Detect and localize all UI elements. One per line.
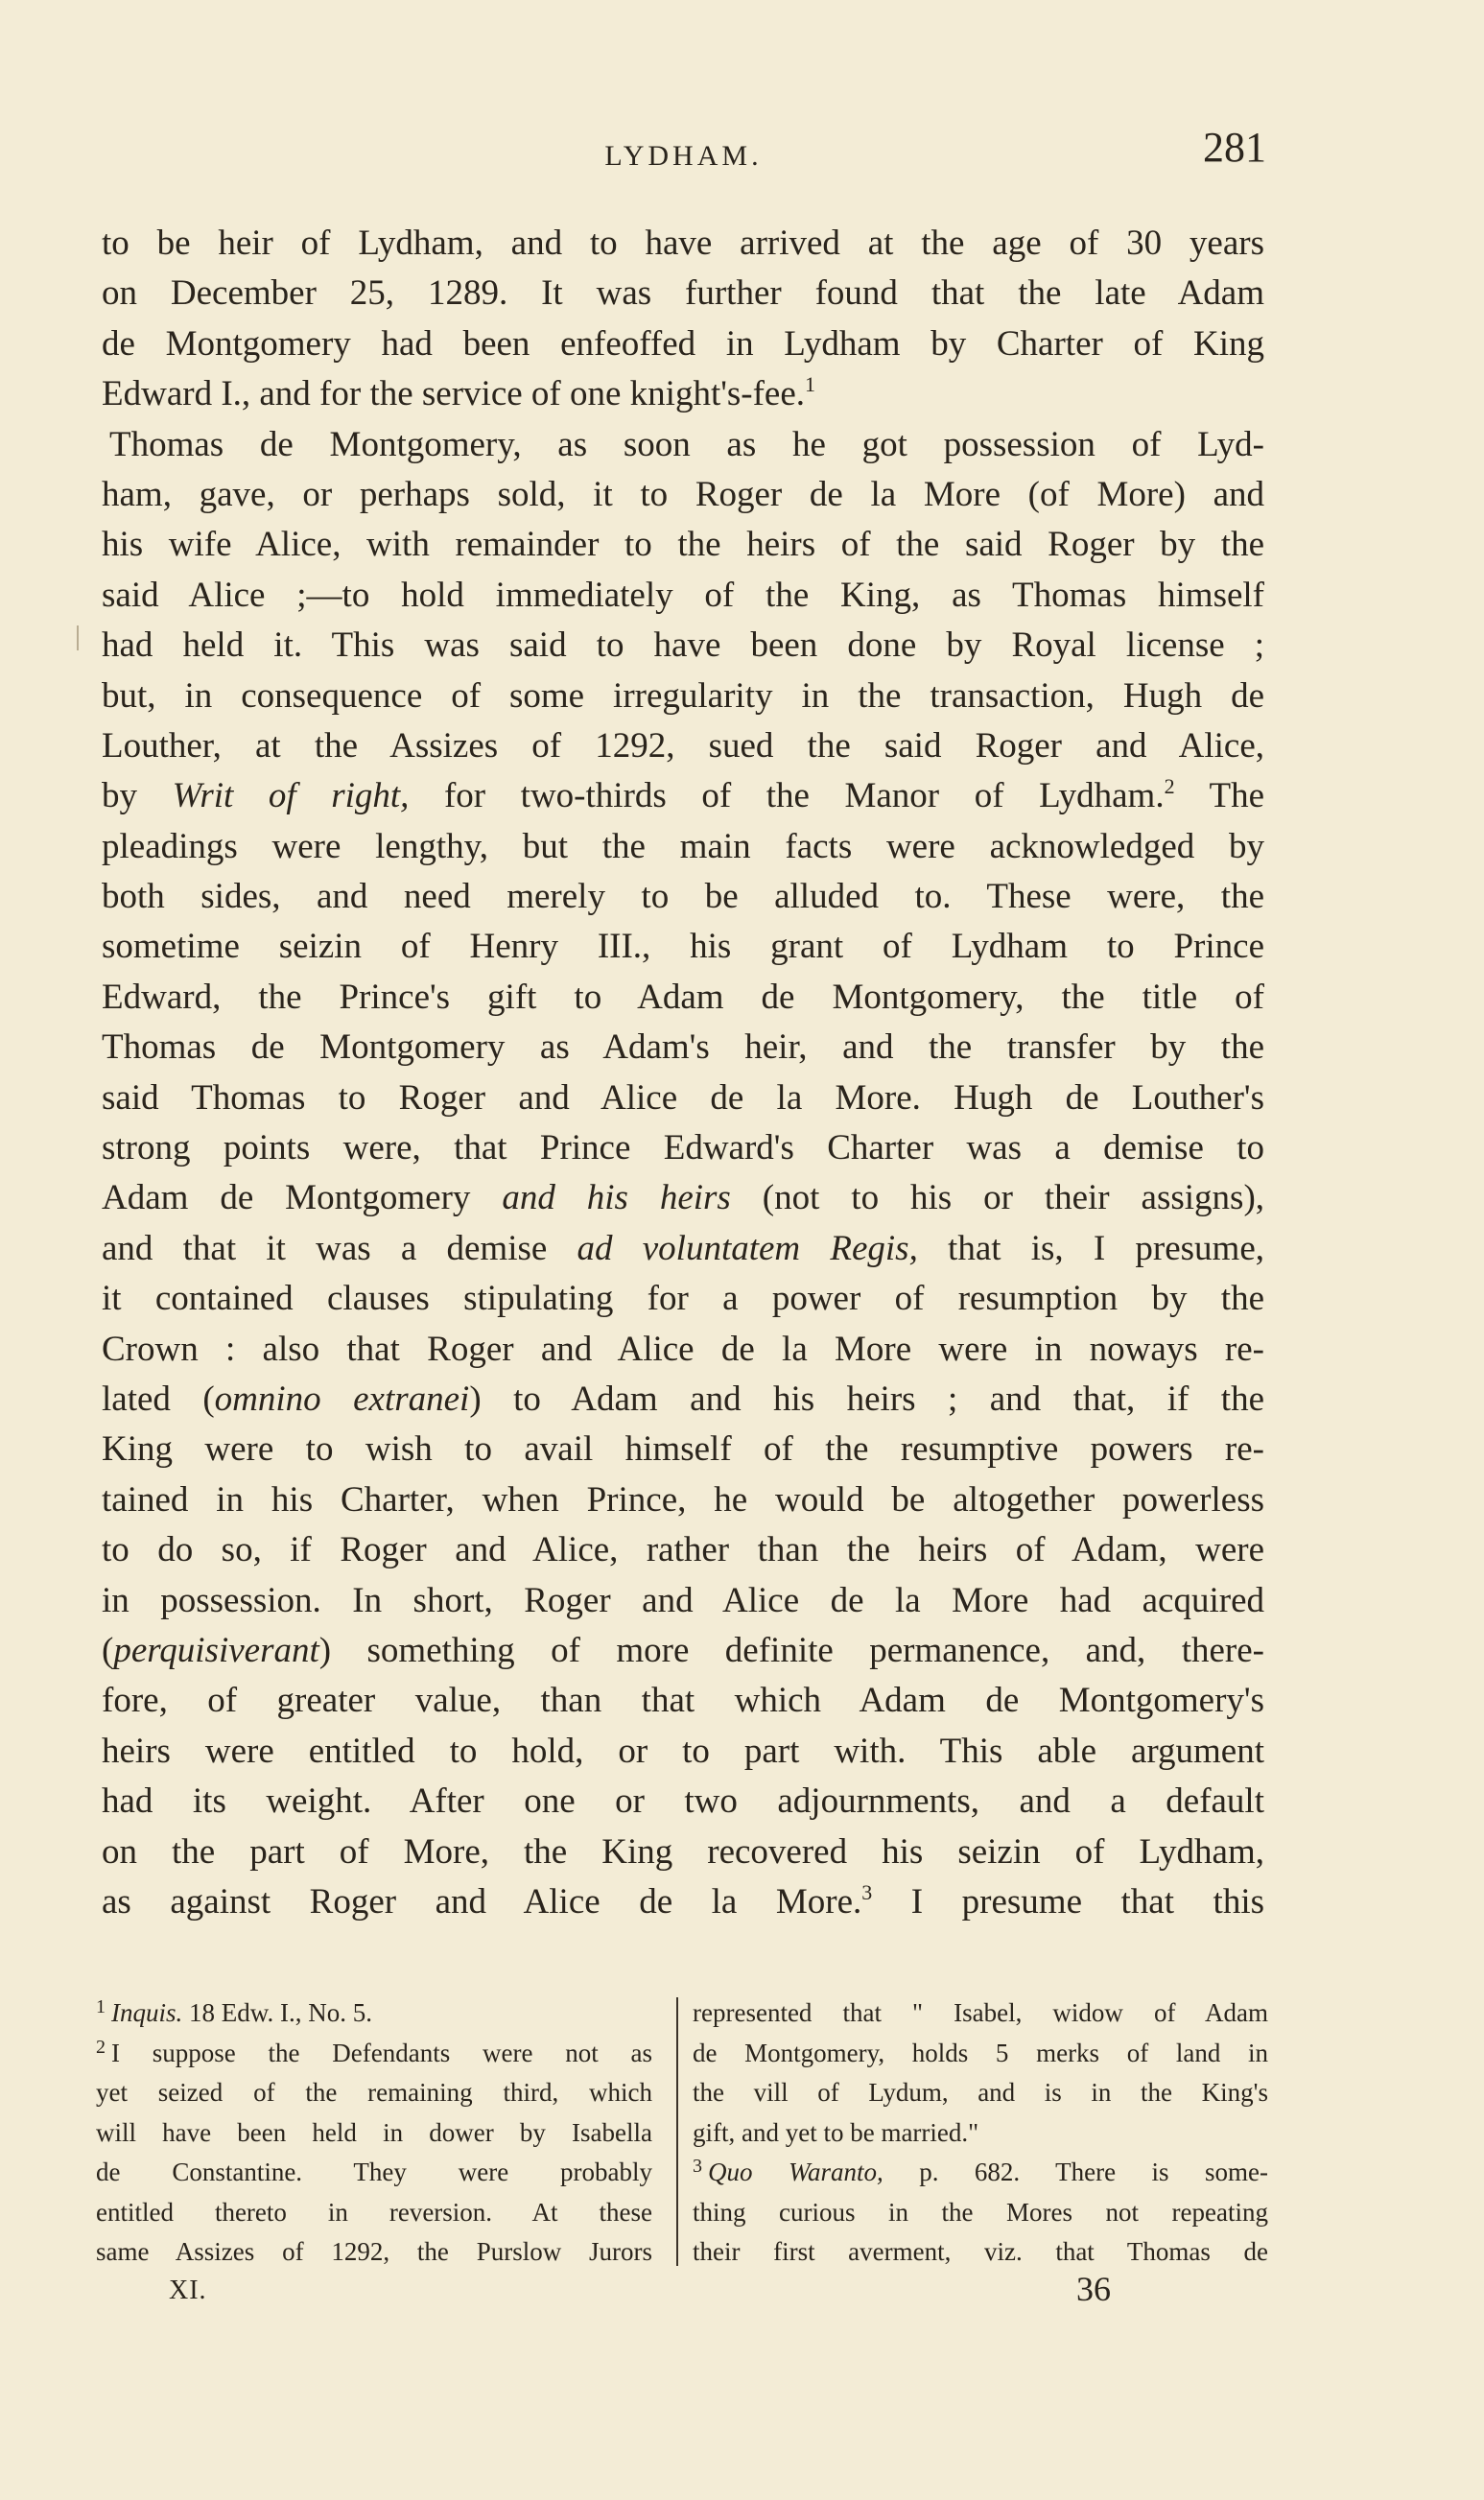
text-line bbox=[102, 1173, 1264, 1223]
footnote-reference: 2 bbox=[1164, 774, 1175, 799]
footnote-reference: 3 bbox=[861, 1879, 873, 1904]
text-run: entitled thereto in reversion. At these bbox=[96, 2197, 652, 2227]
footnote-line bbox=[96, 2073, 652, 2113]
text-run: same Assizes of 1292, the Purslow Jurors bbox=[96, 2237, 652, 2266]
text-run: the vill of Lydum, and is in the King's bbox=[693, 2078, 1268, 2107]
text-run: on December 25, 1289. It was further found that the late Adam bbox=[102, 273, 1264, 314]
margin-mark bbox=[77, 625, 79, 650]
text-run: de Montgomery had been enfeoffed in Lydham by Charter of King bbox=[102, 323, 1264, 364]
signature-mark: XI. bbox=[169, 2276, 207, 2305]
text-run: and that it was a demise bbox=[102, 1228, 577, 1268]
text-run: Thomas de Montgomery as Adam's heir, and the transfer by the bbox=[102, 1027, 1264, 1068]
footnote-line bbox=[96, 2232, 652, 2273]
folio-number: 36 bbox=[1076, 2270, 1111, 2308]
text-line bbox=[102, 1828, 1264, 1877]
text-line bbox=[102, 420, 1264, 470]
text-run: that is, I presume, bbox=[917, 1228, 1265, 1268]
text-run: for two-thirds of the Manor of Lydham. bbox=[409, 776, 1165, 816]
text-run: Adam de Montgomery bbox=[102, 1178, 503, 1218]
footnotes-right-column bbox=[693, 1993, 1268, 2273]
text-line bbox=[102, 571, 1264, 621]
italic-text: and his heirs bbox=[502, 1178, 731, 1218]
text-run: on the part of More, the King recovered his seizin of Lydham, bbox=[102, 1831, 1264, 1872]
text-line bbox=[102, 1123, 1264, 1173]
text-run: his wife Alice, with remainder to the heirs of the said Roger by the bbox=[102, 525, 1264, 565]
text-run: The bbox=[1174, 776, 1265, 816]
text-line bbox=[102, 1425, 1264, 1474]
text-run: I presume that this bbox=[872, 1881, 1265, 1922]
text-line bbox=[102, 269, 1264, 318]
text-line bbox=[102, 1576, 1264, 1626]
text-run: will have been held in dower by Isabella bbox=[96, 2117, 652, 2147]
text-run: heirs were entitled to hold, or to part with. This able argument bbox=[102, 1731, 1264, 1771]
text-line bbox=[102, 621, 1264, 671]
italic-text: Quo Waranto, bbox=[708, 2158, 883, 2186]
text-run: Edward I., and for the service of one knight's-fee. bbox=[102, 374, 806, 414]
footnote-line bbox=[693, 1993, 1268, 2034]
text-run: 18 Edw. I., No. 5. bbox=[182, 1998, 372, 2027]
text-run: Thomas de Montgomery, as soon as he got possession of Lyd- bbox=[109, 424, 1264, 464]
text-line bbox=[102, 1073, 1264, 1123]
text-line bbox=[102, 672, 1264, 721]
text-run: to be heir of Lydham, and to have arrived at the age of 30 years bbox=[102, 224, 1264, 263]
text-run: fore, of greater value, than that which Adam de Montgomery's bbox=[102, 1681, 1264, 1721]
text-run: both sides, and need merely to be alluded to. These were, the bbox=[102, 877, 1264, 917]
footnote-number: 2 bbox=[96, 2036, 106, 2058]
text-line bbox=[102, 1525, 1264, 1575]
text-run: said Thomas to Roger and Alice de la More. Hugh de Louther's bbox=[102, 1077, 1264, 1118]
text-line bbox=[102, 922, 1264, 972]
text-run: pleadings were lengthy, but the main facts were acknowledged by bbox=[102, 826, 1264, 866]
text-run: by bbox=[102, 776, 173, 816]
text-run: had its weight. After one or two adjournments, and a default bbox=[102, 1781, 1264, 1822]
footnote-number: 3 bbox=[693, 2156, 702, 2177]
text-run: in possession. In short, Roger and Alice de la More had acquired bbox=[102, 1580, 1264, 1620]
footnote-line bbox=[96, 2034, 652, 2074]
text-line bbox=[102, 1777, 1264, 1827]
footnote-line bbox=[693, 2113, 1268, 2154]
footnote-column-divider bbox=[676, 1997, 678, 2266]
text-line bbox=[102, 1475, 1264, 1525]
text-run: had held it. This was said to have been done by Royal license ; bbox=[102, 625, 1264, 666]
text-run: ( bbox=[102, 1630, 114, 1670]
text-line bbox=[102, 1325, 1264, 1375]
text-run: de Constantine. They were probably bbox=[96, 2158, 652, 2186]
text-run: de Montgomery, holds 5 merks of land in bbox=[693, 2038, 1268, 2067]
text-run: represented that " Isabel, widow of Adam bbox=[693, 1998, 1268, 2027]
text-line bbox=[102, 822, 1264, 872]
footnote-line bbox=[96, 2193, 652, 2233]
text-run: Louther, at the Assizes of 1292, sued the said Roger and Alice, bbox=[102, 725, 1264, 766]
text-run: lated ( bbox=[102, 1379, 215, 1419]
footnote-line bbox=[693, 2073, 1268, 2113]
text-run: Crown : also that Roger and Alice de la More were in noways re- bbox=[102, 1329, 1264, 1369]
text-line bbox=[102, 470, 1264, 520]
footnote-line bbox=[693, 2232, 1268, 2273]
text-line bbox=[102, 219, 1264, 269]
page-number: 281 bbox=[1203, 124, 1266, 171]
text-line bbox=[102, 1727, 1264, 1777]
text-line bbox=[102, 1274, 1264, 1324]
text-run: their first averment, viz. that Thomas de bbox=[693, 2237, 1268, 2266]
text-run: strong points were, that Prince Edward's Charter was a demise to bbox=[102, 1128, 1264, 1168]
text-line bbox=[102, 771, 1264, 821]
italic-text: Writ of right, bbox=[172, 776, 410, 816]
text-line bbox=[102, 872, 1264, 922]
text-line bbox=[102, 319, 1264, 369]
italic-text: omnino extranei bbox=[214, 1379, 470, 1419]
text-run: yet seized of the remaining third, which bbox=[96, 2078, 652, 2107]
text-run: tained in his Charter, when Prince, he would be altogether powerless bbox=[102, 1479, 1264, 1520]
footnote-line bbox=[96, 2153, 652, 2193]
text-run: p. 682. There is some- bbox=[883, 2158, 1268, 2186]
text-run: I suppose the Defendants were not as bbox=[111, 2038, 652, 2067]
footnotes-left-column bbox=[96, 1993, 652, 2273]
footnote-line bbox=[693, 2193, 1268, 2233]
text-run: as against Roger and Alice de la More. bbox=[102, 1881, 862, 1922]
footnotes bbox=[96, 1993, 1268, 2272]
text-line bbox=[102, 1877, 1264, 1927]
italic-text: ad voluntatem Regis, bbox=[577, 1228, 918, 1268]
text-line bbox=[102, 1375, 1264, 1425]
running-head bbox=[101, 123, 1266, 180]
text-run: sometime seizin of Henry III., his grant of Lydham to Prince bbox=[102, 927, 1264, 967]
text-run: to do so, if Roger and Alice, rather than the heirs of Adam, were bbox=[102, 1530, 1264, 1570]
text-line bbox=[102, 1676, 1264, 1726]
text-run: ) to Adam and his heirs ; and that, if the bbox=[469, 1379, 1264, 1419]
text-run: Edward, the Prince's gift to Adam de Montgomery, the title of bbox=[102, 977, 1264, 1017]
text-run: ) something of more definite permanence, and, there- bbox=[318, 1630, 1264, 1670]
footnote-number: 1 bbox=[96, 1996, 106, 2017]
text-run: but, in consequence of some irregularity in the transaction, Hugh de bbox=[102, 675, 1264, 716]
italic-text: perquisiverant bbox=[113, 1630, 319, 1670]
body-text bbox=[102, 219, 1264, 1927]
text-run: thing curious in the Mores not repeating bbox=[693, 2197, 1268, 2227]
text-line bbox=[102, 1023, 1264, 1073]
footnote-line bbox=[693, 2153, 1268, 2193]
text-line bbox=[102, 369, 1264, 419]
footnote-line bbox=[96, 1993, 652, 2034]
text-run: said Alice ;—to hold immediately of the King, as Thomas himself bbox=[102, 575, 1264, 615]
text-run: gift, and yet to be married." bbox=[693, 2117, 979, 2147]
footnote-reference: 1 bbox=[805, 372, 816, 397]
text-line bbox=[102, 721, 1264, 771]
text-run: it contained clauses stipulating for a power of resumption by the bbox=[102, 1279, 1264, 1319]
text-run: King were to wish to avail himself of the resumptive powers re- bbox=[102, 1429, 1264, 1470]
text-line bbox=[102, 1224, 1264, 1274]
running-head-title: LYDHAM. bbox=[604, 140, 763, 172]
text-run: (not to his or their assigns), bbox=[730, 1178, 1265, 1218]
text-run: ham, gave, or perhaps sold, it to Roger de la More (of More) and bbox=[102, 474, 1264, 514]
footnote-line bbox=[96, 2113, 652, 2154]
footnote-line bbox=[693, 2034, 1268, 2074]
text-line bbox=[102, 1626, 1264, 1676]
text-line bbox=[102, 520, 1264, 570]
text-line bbox=[102, 973, 1264, 1023]
italic-text: Inquis. bbox=[111, 1998, 183, 2027]
